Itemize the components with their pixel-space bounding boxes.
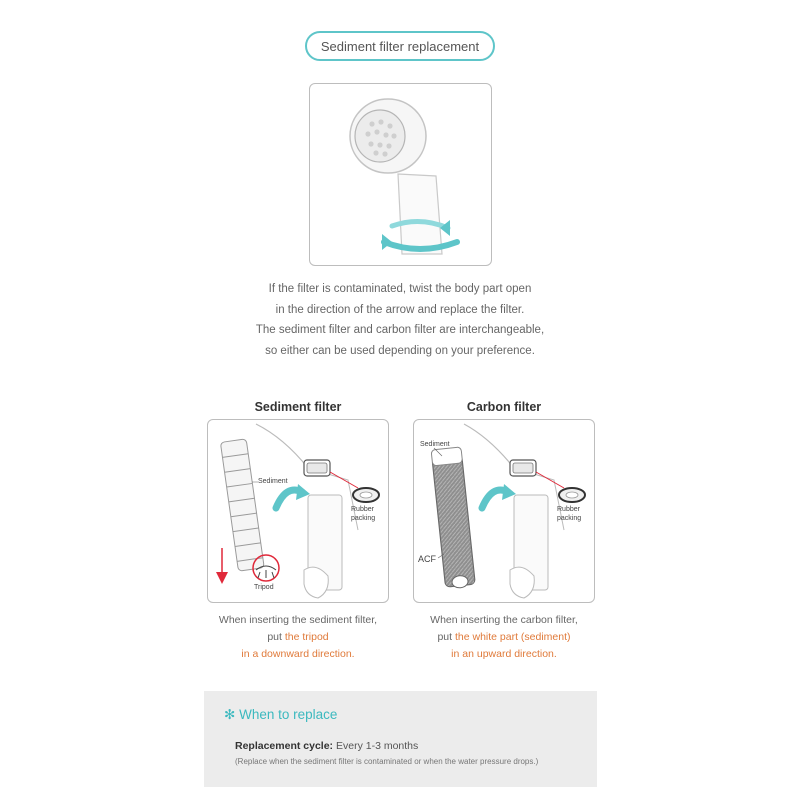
intro-line: The sediment filter and carbon filter are interchangeable, bbox=[255, 324, 545, 336]
replace-title bbox=[224, 707, 337, 723]
caption-put: put bbox=[437, 631, 455, 643]
intro-text bbox=[200, 279, 600, 361]
carbon-caption bbox=[394, 612, 614, 663]
caption-highlight: in an upward direction. bbox=[451, 648, 557, 660]
sediment-filter-title: Sediment filter bbox=[254, 400, 342, 414]
caption-put: put bbox=[267, 631, 285, 643]
caption-line: When inserting the carbon filter, bbox=[430, 614, 578, 626]
tripod-label: Tripod bbox=[254, 584, 274, 591]
caption-highlight: the tripod bbox=[284, 631, 329, 643]
asterisk-icon: ✻ bbox=[224, 707, 236, 722]
sediment-label: Sediment bbox=[258, 478, 288, 485]
replace-note: (Replace when the sediment filter is contaminated or when the water pressure drops.) bbox=[235, 757, 539, 766]
caption-line: When inserting the sediment filter, bbox=[218, 614, 378, 626]
showerhead-drawing bbox=[310, 84, 492, 266]
sediment-caption bbox=[188, 612, 408, 663]
acf-label: ACF bbox=[418, 554, 436, 564]
caption-line bbox=[394, 629, 614, 646]
intro-line: so either can be used depending on your preference. bbox=[265, 344, 535, 357]
rubber-label: Rubber bbox=[351, 506, 374, 513]
replace-info-box bbox=[204, 691, 597, 787]
section-title-pill bbox=[305, 31, 495, 61]
packing-label: packing bbox=[351, 515, 376, 522]
carbon-rubber-label: Rubber bbox=[557, 506, 580, 513]
carbon-packing-label: packing bbox=[557, 515, 582, 522]
section-title: Sediment filter replacement bbox=[320, 38, 480, 54]
replacement-cycle bbox=[235, 740, 418, 752]
caption-highlight: the white part (sediment) bbox=[454, 631, 571, 643]
replace-title-text: When to replace bbox=[239, 707, 338, 722]
intro-line: in the direction of the arrow and replace the filter. bbox=[275, 303, 525, 316]
cycle-label: Replacement cycle: bbox=[235, 740, 334, 752]
carbon-sediment-label: Sediment bbox=[420, 441, 450, 448]
caption-highlight: in a downward direction. bbox=[241, 648, 355, 660]
caption-line bbox=[188, 629, 408, 646]
carbon-filter-illustration bbox=[413, 419, 595, 603]
showerhead-illustration bbox=[309, 83, 492, 266]
cycle-value: Every 1-3 months bbox=[335, 740, 419, 752]
carbon-filter-title: Carbon filter bbox=[466, 400, 542, 414]
intro-line: If the filter is contaminated, twist the body part open bbox=[268, 283, 532, 295]
sediment-filter-illustration bbox=[207, 419, 389, 603]
